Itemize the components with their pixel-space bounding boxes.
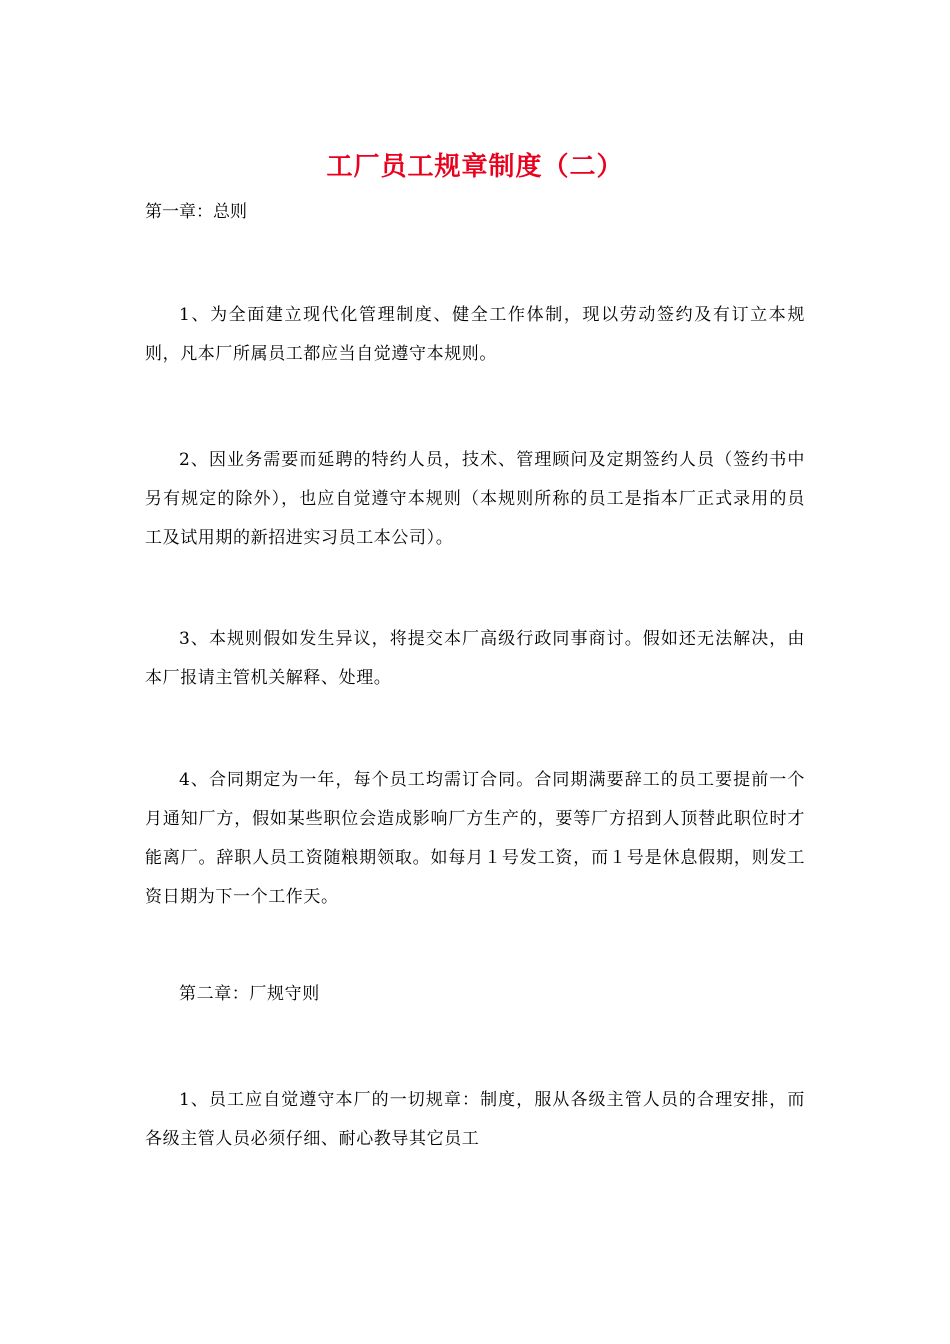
chapter-two-heading: 第二章：厂规守则 xyxy=(179,984,320,1004)
paragraph-2: 2、因业务需要而延聘的特约人员，技术、管理顾问及定期签约人员（签约书中另有规定的除外），也应自觉遵守本规则（本规则所称的员工是指本厂正式录用的员工及试用期的新招进实习员工本公司）。 xyxy=(145,450,805,548)
paragraph-3: 3、本规则假如发生异议，将提交本厂高级行政同事商讨。假如还无法解决，由本厂报请主管机关解释、处理。 xyxy=(145,629,805,688)
paragraph-1: 1、为全面建立现代化管理制度、健全工作体制，现以劳动签约及有订立本规则，凡本厂所属员工都应当自觉遵守本规则。 xyxy=(145,305,805,364)
paragraph-4: 4、合同期定为一年，每个员工均需订合同。合同期满要辞工的员工要提前一个月通知厂方，假如某些职位会造成影响厂方生产的，要等厂方招到人顶替此职位时才能离厂。辞职人员工资随粮期领取。如每月１号发工资，而１号是休息假期，则发工资日期为下一个工作天。 xyxy=(145,770,805,907)
paragraph-5: 1、员工应自觉遵守本厂的一切规章：制度，服从各级主管人员的合理安排，而各级主管人员必须仔细、耐心教导其它员工 xyxy=(145,1090,805,1149)
chapter-one-heading: 第一章：总则 xyxy=(145,202,247,222)
page-title: 工厂员工规章制度（二） xyxy=(326,152,624,182)
